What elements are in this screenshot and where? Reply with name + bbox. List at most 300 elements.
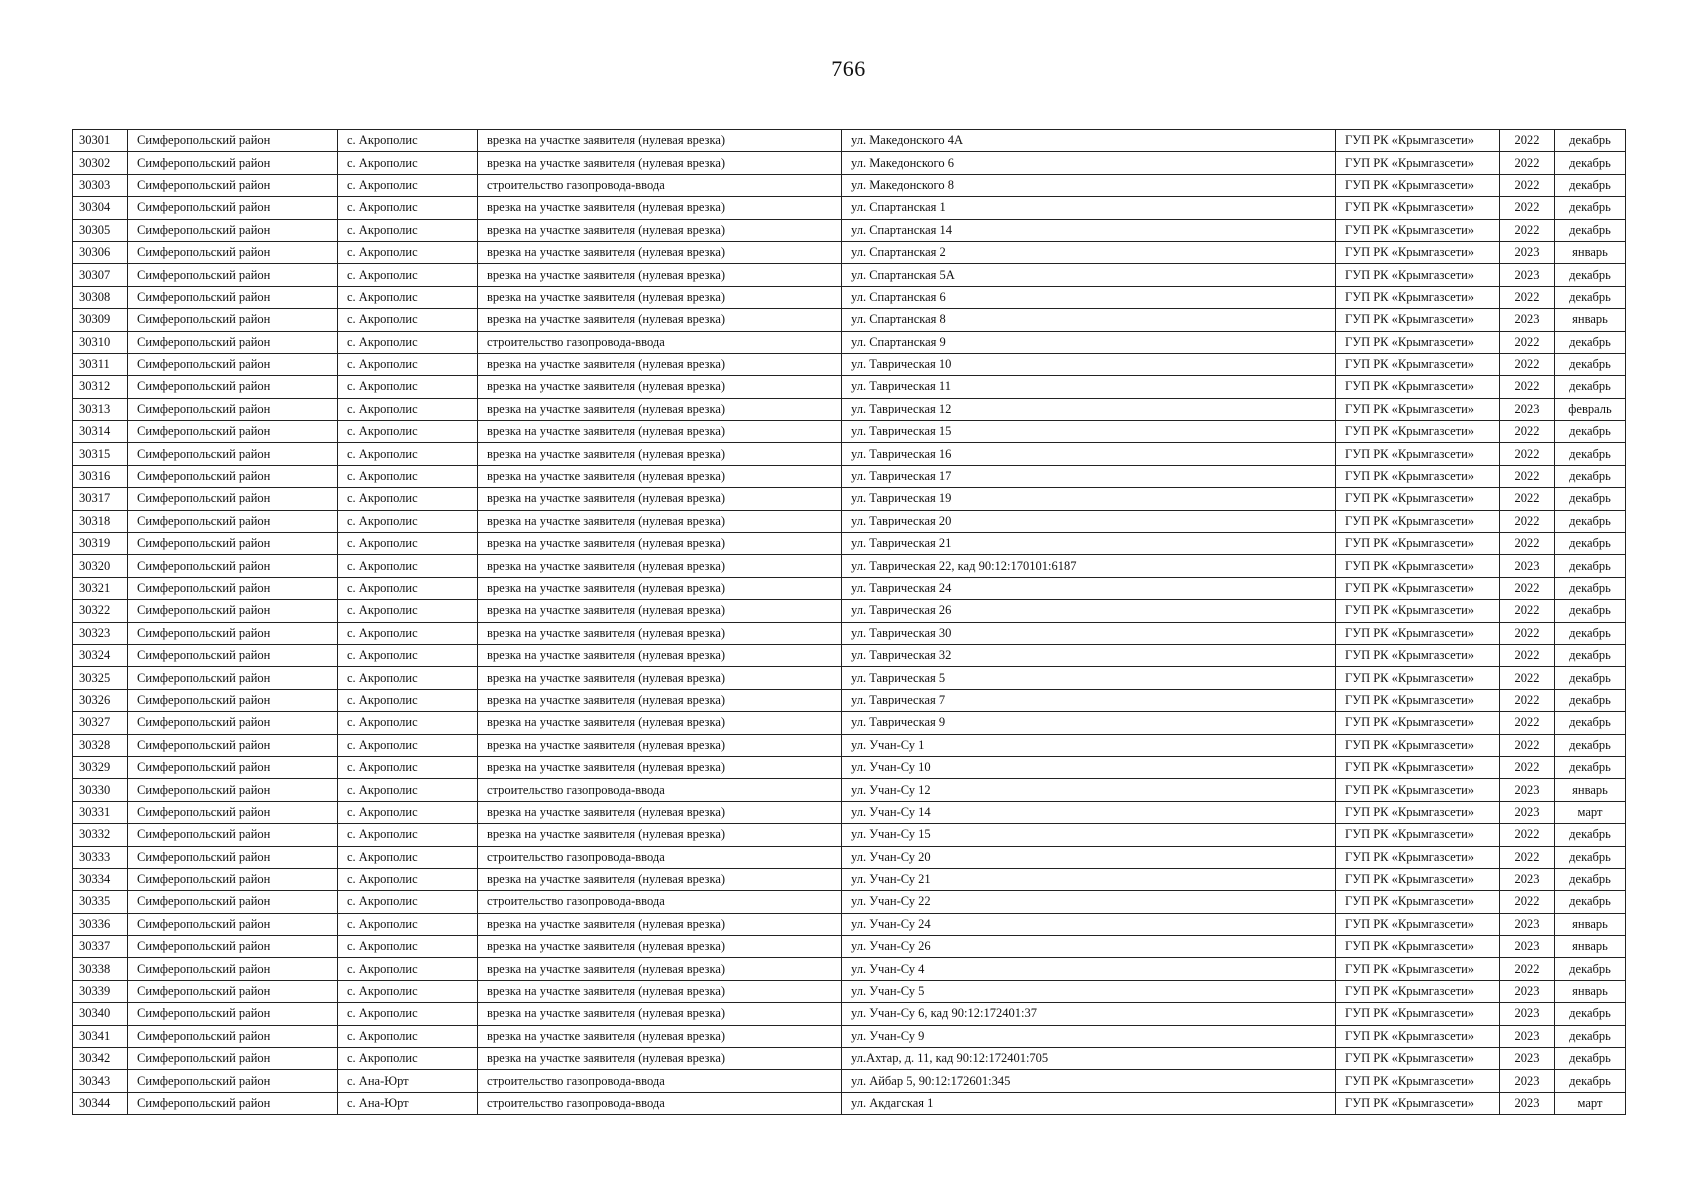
address-cell: ул. Таврическая 26	[842, 600, 1336, 622]
settlement-cell: с. Акрополис	[338, 980, 478, 1002]
work-type-cell: врезка на участке заявителя (нулевая врезка)	[478, 1025, 842, 1047]
organization-cell: ГУП РК «Крымгазсети»	[1336, 555, 1500, 577]
row-number: 30304	[73, 197, 128, 219]
year-cell: 2023	[1500, 779, 1555, 801]
row-number: 30332	[73, 824, 128, 846]
organization-cell: ГУП РК «Крымгазсети»	[1336, 667, 1500, 689]
settlement-cell: с. Акрополис	[338, 801, 478, 823]
district-cell: Симферопольский район	[128, 824, 338, 846]
year-cell: 2022	[1500, 644, 1555, 666]
table-row	[73, 600, 1626, 622]
district-cell: Симферопольский район	[128, 600, 338, 622]
table-row	[73, 779, 1626, 801]
address-cell: ул. Учан-Су 6, кад 90:12:172401:37	[842, 1003, 1336, 1025]
district-cell: Симферопольский район	[128, 756, 338, 778]
organization-cell: ГУП РК «Крымгазсети»	[1336, 980, 1500, 1002]
year-cell: 2022	[1500, 421, 1555, 443]
work-type-cell: врезка на участке заявителя (нулевая врезка)	[478, 734, 842, 756]
settlement-cell: с. Акрополис	[338, 533, 478, 555]
month-cell: январь	[1555, 241, 1626, 263]
work-type-cell: врезка на участке заявителя (нулевая врезка)	[478, 936, 842, 958]
row-number: 30320	[73, 555, 128, 577]
year-cell: 2022	[1500, 331, 1555, 353]
row-number: 30314	[73, 421, 128, 443]
month-cell: март	[1555, 801, 1626, 823]
district-cell: Симферопольский район	[128, 712, 338, 734]
district-cell: Симферопольский район	[128, 465, 338, 487]
organization-cell: ГУП РК «Крымгазсети»	[1336, 376, 1500, 398]
address-cell: ул. Учан-Су 15	[842, 824, 1336, 846]
district-cell: Симферопольский район	[128, 533, 338, 555]
district-cell: Симферопольский район	[128, 376, 338, 398]
address-cell: ул.Ахтар, д. 11, кад 90:12:172401:705	[842, 1048, 1336, 1070]
address-cell: ул. Таврическая 12	[842, 398, 1336, 420]
organization-cell: ГУП РК «Крымгазсети»	[1336, 712, 1500, 734]
work-type-cell: врезка на участке заявителя (нулевая врезка)	[478, 600, 842, 622]
table-row	[73, 667, 1626, 689]
settlement-cell: с. Акрополис	[338, 913, 478, 935]
month-cell: январь	[1555, 936, 1626, 958]
settlement-cell: с. Акрополис	[338, 286, 478, 308]
work-type-cell: врезка на участке заявителя (нулевая врезка)	[478, 376, 842, 398]
table-row	[73, 264, 1626, 286]
table-row	[73, 286, 1626, 308]
month-cell: декабрь	[1555, 600, 1626, 622]
settlement-cell: с. Акрополис	[338, 130, 478, 152]
table-row	[73, 980, 1626, 1002]
district-cell: Симферопольский район	[128, 644, 338, 666]
organization-cell: ГУП РК «Крымгазсети»	[1336, 219, 1500, 241]
work-type-cell: строительство газопровода-ввода	[478, 331, 842, 353]
year-cell: 2022	[1500, 734, 1555, 756]
row-number: 30338	[73, 958, 128, 980]
work-type-cell: врезка на участке заявителя (нулевая врезка)	[478, 309, 842, 331]
settlement-cell: с. Акрополис	[338, 443, 478, 465]
settlement-cell: с. Акрополис	[338, 421, 478, 443]
table-row	[73, 197, 1626, 219]
organization-cell: ГУП РК «Крымгазсети»	[1336, 465, 1500, 487]
year-cell: 2023	[1500, 1025, 1555, 1047]
month-cell: декабрь	[1555, 264, 1626, 286]
work-type-cell: врезка на участке заявителя (нулевая врезка)	[478, 465, 842, 487]
year-cell: 2022	[1500, 152, 1555, 174]
address-cell: ул. Спартанская 1	[842, 197, 1336, 219]
organization-cell: ГУП РК «Крымгазсети»	[1336, 398, 1500, 420]
table-row	[73, 241, 1626, 263]
district-cell: Симферопольский район	[128, 398, 338, 420]
settlement-cell: с. Акрополис	[338, 644, 478, 666]
year-cell: 2022	[1500, 376, 1555, 398]
row-number: 30323	[73, 622, 128, 644]
address-cell: ул. Таврическая 19	[842, 488, 1336, 510]
table-row	[73, 689, 1626, 711]
row-number: 30305	[73, 219, 128, 241]
settlement-cell: с. Акрополис	[338, 353, 478, 375]
address-cell: ул. Спартанская 14	[842, 219, 1336, 241]
row-number: 30303	[73, 174, 128, 196]
address-cell: ул. Спартанская 9	[842, 331, 1336, 353]
table-row	[73, 824, 1626, 846]
organization-cell: ГУП РК «Крымгазсети»	[1336, 622, 1500, 644]
organization-cell: ГУП РК «Крымгазсети»	[1336, 644, 1500, 666]
address-cell: ул. Таврическая 21	[842, 533, 1336, 555]
table-row	[73, 801, 1626, 823]
month-cell: декабрь	[1555, 622, 1626, 644]
district-cell: Симферопольский район	[128, 846, 338, 868]
address-cell: ул. Таврическая 20	[842, 510, 1336, 532]
organization-cell: ГУП РК «Крымгазсети»	[1336, 936, 1500, 958]
table-row	[73, 1070, 1626, 1092]
address-cell: ул. Акдагская 1	[842, 1092, 1336, 1114]
work-type-cell: врезка на участке заявителя (нулевая врезка)	[478, 421, 842, 443]
district-cell: Симферопольский район	[128, 980, 338, 1002]
year-cell: 2022	[1500, 130, 1555, 152]
row-number: 30343	[73, 1070, 128, 1092]
table-row	[73, 1048, 1626, 1070]
settlement-cell: с. Акрополис	[338, 465, 478, 487]
year-cell: 2022	[1500, 622, 1555, 644]
district-cell: Симферопольский район	[128, 353, 338, 375]
district-cell: Симферопольский район	[128, 1048, 338, 1070]
address-cell: ул. Учан-Су 14	[842, 801, 1336, 823]
settlement-cell: с. Акрополис	[338, 174, 478, 196]
work-type-cell: врезка на участке заявителя (нулевая врезка)	[478, 533, 842, 555]
address-cell: ул. Учан-Су 12	[842, 779, 1336, 801]
organization-cell: ГУП РК «Крымгазсети»	[1336, 1070, 1500, 1092]
district-cell: Симферопольский район	[128, 130, 338, 152]
district-cell: Симферопольский район	[128, 152, 338, 174]
table-row	[73, 376, 1626, 398]
month-cell: декабрь	[1555, 846, 1626, 868]
row-number: 30344	[73, 1092, 128, 1114]
table-row	[73, 734, 1626, 756]
month-cell: декабрь	[1555, 667, 1626, 689]
work-type-cell: врезка на участке заявителя (нулевая врезка)	[478, 756, 842, 778]
district-cell: Симферопольский район	[128, 264, 338, 286]
organization-cell: ГУП РК «Крымгазсети»	[1336, 958, 1500, 980]
organization-cell: ГУП РК «Крымгазсети»	[1336, 779, 1500, 801]
organization-cell: ГУП РК «Крымгазсети»	[1336, 488, 1500, 510]
month-cell: декабрь	[1555, 510, 1626, 532]
address-cell: ул. Таврическая 7	[842, 689, 1336, 711]
district-cell: Симферопольский район	[128, 309, 338, 331]
year-cell: 2023	[1500, 980, 1555, 1002]
work-type-cell: строительство газопровода-ввода	[478, 1092, 842, 1114]
district-cell: Симферопольский район	[128, 1003, 338, 1025]
district-cell: Симферопольский район	[128, 421, 338, 443]
work-type-cell: строительство газопровода-ввода	[478, 1070, 842, 1092]
row-number: 30330	[73, 779, 128, 801]
settlement-cell: с. Ана-Юрт	[338, 1092, 478, 1114]
district-cell: Симферопольский район	[128, 936, 338, 958]
month-cell: декабрь	[1555, 734, 1626, 756]
district-cell: Симферопольский район	[128, 443, 338, 465]
district-cell: Симферопольский район	[128, 197, 338, 219]
row-number: 30326	[73, 689, 128, 711]
table-row	[73, 1003, 1626, 1025]
row-number: 30311	[73, 353, 128, 375]
table-row	[73, 488, 1626, 510]
organization-cell: ГУП РК «Крымгазсети»	[1336, 801, 1500, 823]
year-cell: 2023	[1500, 555, 1555, 577]
month-cell: декабрь	[1555, 1070, 1626, 1092]
district-cell: Симферопольский район	[128, 801, 338, 823]
settlement-cell: с. Акрополис	[338, 824, 478, 846]
organization-cell: ГУП РК «Крымгазсети»	[1336, 868, 1500, 890]
settlement-cell: с. Акрополис	[338, 1025, 478, 1047]
district-cell: Симферопольский район	[128, 577, 338, 599]
row-number: 30316	[73, 465, 128, 487]
organization-cell: ГУП РК «Крымгазсети»	[1336, 510, 1500, 532]
month-cell: декабрь	[1555, 488, 1626, 510]
table-row	[73, 622, 1626, 644]
row-number: 30309	[73, 309, 128, 331]
work-type-cell: врезка на участке заявителя (нулевая врезка)	[478, 958, 842, 980]
year-cell: 2022	[1500, 958, 1555, 980]
settlement-cell: с. Акрополис	[338, 622, 478, 644]
table-row	[73, 1092, 1626, 1114]
work-type-cell: врезка на участке заявителя (нулевая врезка)	[478, 555, 842, 577]
settlement-cell: с. Акрополис	[338, 510, 478, 532]
month-cell: февраль	[1555, 398, 1626, 420]
row-number: 30307	[73, 264, 128, 286]
work-type-cell: врезка на участке заявителя (нулевая врезка)	[478, 488, 842, 510]
address-cell: ул. Учан-Су 22	[842, 891, 1336, 913]
work-type-cell: строительство газопровода-ввода	[478, 891, 842, 913]
row-number: 30310	[73, 331, 128, 353]
settlement-cell: с. Ана-Юрт	[338, 1070, 478, 1092]
month-cell: декабрь	[1555, 331, 1626, 353]
organization-cell: ГУП РК «Крымгазсети»	[1336, 689, 1500, 711]
table-row	[73, 353, 1626, 375]
table-row	[73, 510, 1626, 532]
organization-cell: ГУП РК «Крымгазсети»	[1336, 824, 1500, 846]
address-cell: ул. Таврическая 15	[842, 421, 1336, 443]
month-cell: декабрь	[1555, 868, 1626, 890]
month-cell: декабрь	[1555, 891, 1626, 913]
row-number: 30341	[73, 1025, 128, 1047]
organization-cell: ГУП РК «Крымгазсети»	[1336, 286, 1500, 308]
row-number: 30315	[73, 443, 128, 465]
settlement-cell: с. Акрополис	[338, 197, 478, 219]
work-type-cell: врезка на участке заявителя (нулевая врезка)	[478, 644, 842, 666]
year-cell: 2023	[1500, 309, 1555, 331]
settlement-cell: с. Акрополис	[338, 891, 478, 913]
settlement-cell: с. Акрополис	[338, 1048, 478, 1070]
row-number: 30302	[73, 152, 128, 174]
table-row	[73, 846, 1626, 868]
work-type-cell: врезка на участке заявителя (нулевая врезка)	[478, 622, 842, 644]
settlement-cell: с. Акрополис	[338, 779, 478, 801]
row-number: 30335	[73, 891, 128, 913]
district-cell: Симферопольский район	[128, 734, 338, 756]
district-cell: Симферопольский район	[128, 868, 338, 890]
settlement-cell: с. Акрополис	[338, 398, 478, 420]
organization-cell: ГУП РК «Крымгазсети»	[1336, 241, 1500, 263]
work-type-cell: врезка на участке заявителя (нулевая врезка)	[478, 197, 842, 219]
work-type-cell: врезка на участке заявителя (нулевая врезка)	[478, 510, 842, 532]
district-cell: Симферопольский район	[128, 174, 338, 196]
address-cell: ул. Спартанская 6	[842, 286, 1336, 308]
year-cell: 2022	[1500, 286, 1555, 308]
row-number: 30336	[73, 913, 128, 935]
address-cell: ул. Таврическая 17	[842, 465, 1336, 487]
page-number: 766	[831, 56, 866, 81]
year-cell: 2023	[1500, 1003, 1555, 1025]
district-cell: Симферопольский район	[128, 286, 338, 308]
district-cell: Симферопольский район	[128, 689, 338, 711]
settlement-cell: с. Акрополис	[338, 689, 478, 711]
table-row	[73, 1025, 1626, 1047]
organization-cell: ГУП РК «Крымгазсети»	[1336, 174, 1500, 196]
row-number: 30340	[73, 1003, 128, 1025]
month-cell: декабрь	[1555, 465, 1626, 487]
year-cell: 2023	[1500, 241, 1555, 263]
month-cell: декабрь	[1555, 353, 1626, 375]
month-cell: декабрь	[1555, 689, 1626, 711]
settlement-cell: с. Акрополис	[338, 376, 478, 398]
organization-cell: ГУП РК «Крымгазсети»	[1336, 846, 1500, 868]
work-type-cell: врезка на участке заявителя (нулевая врезка)	[478, 577, 842, 599]
district-cell: Симферопольский район	[128, 779, 338, 801]
settlement-cell: с. Акрополис	[338, 734, 478, 756]
work-type-cell: врезка на участке заявителя (нулевая врезка)	[478, 241, 842, 263]
table-row	[73, 174, 1626, 196]
settlement-cell: с. Акрополис	[338, 1003, 478, 1025]
table-row	[73, 712, 1626, 734]
organization-cell: ГУП РК «Крымгазсети»	[1336, 264, 1500, 286]
table-row	[73, 644, 1626, 666]
row-number: 30327	[73, 712, 128, 734]
address-cell: ул. Айбар 5, 90:12:172601:345	[842, 1070, 1336, 1092]
month-cell: декабрь	[1555, 152, 1626, 174]
work-type-cell: врезка на участке заявителя (нулевая врезка)	[478, 286, 842, 308]
row-number: 30308	[73, 286, 128, 308]
settlement-cell: с. Акрополис	[338, 241, 478, 263]
month-cell: декабрь	[1555, 756, 1626, 778]
row-number: 30301	[73, 130, 128, 152]
work-type-cell: врезка на участке заявителя (нулевая врезка)	[478, 801, 842, 823]
month-cell: декабрь	[1555, 421, 1626, 443]
district-cell: Симферопольский район	[128, 331, 338, 353]
settlement-cell: с. Акрополис	[338, 577, 478, 599]
work-type-cell: врезка на участке заявителя (нулевая врезка)	[478, 219, 842, 241]
table-row	[73, 152, 1626, 174]
work-type-cell: врезка на участке заявителя (нулевая врезка)	[478, 980, 842, 1002]
organization-cell: ГУП РК «Крымгазсети»	[1336, 1092, 1500, 1114]
address-cell: ул. Таврическая 11	[842, 376, 1336, 398]
table-row	[73, 533, 1626, 555]
settlement-cell: с. Акрополис	[338, 219, 478, 241]
year-cell: 2022	[1500, 510, 1555, 532]
row-number: 30318	[73, 510, 128, 532]
row-number: 30319	[73, 533, 128, 555]
work-type-cell: врезка на участке заявителя (нулевая врезка)	[478, 130, 842, 152]
organization-cell: ГУП РК «Крымгазсети»	[1336, 600, 1500, 622]
table-row	[73, 443, 1626, 465]
month-cell: декабрь	[1555, 958, 1626, 980]
address-cell: ул. Македонского 8	[842, 174, 1336, 196]
year-cell: 2022	[1500, 533, 1555, 555]
year-cell: 2023	[1500, 801, 1555, 823]
settlement-cell: с. Акрополис	[338, 936, 478, 958]
year-cell: 2022	[1500, 824, 1555, 846]
row-number: 30331	[73, 801, 128, 823]
month-cell: декабрь	[1555, 376, 1626, 398]
table-row	[73, 309, 1626, 331]
month-cell: декабрь	[1555, 130, 1626, 152]
month-cell: март	[1555, 1092, 1626, 1114]
table-row	[73, 555, 1626, 577]
settlement-cell: с. Акрополис	[338, 667, 478, 689]
organization-cell: ГУП РК «Крымгазсети»	[1336, 891, 1500, 913]
district-cell: Симферопольский район	[128, 622, 338, 644]
row-number: 30342	[73, 1048, 128, 1070]
year-cell: 2023	[1500, 868, 1555, 890]
district-cell: Симферопольский район	[128, 488, 338, 510]
organization-cell: ГУП РК «Крымгазсети»	[1336, 331, 1500, 353]
work-type-cell: строительство газопровода-ввода	[478, 846, 842, 868]
month-cell: декабрь	[1555, 712, 1626, 734]
address-cell: ул. Таврическая 9	[842, 712, 1336, 734]
table-row	[73, 219, 1626, 241]
settlement-cell: с. Акрополис	[338, 756, 478, 778]
month-cell: декабрь	[1555, 197, 1626, 219]
organization-cell: ГУП РК «Крымгазсети»	[1336, 756, 1500, 778]
month-cell: декабрь	[1555, 219, 1626, 241]
address-cell: ул. Таврическая 16	[842, 443, 1336, 465]
table-row	[73, 398, 1626, 420]
month-cell: декабрь	[1555, 443, 1626, 465]
table-row	[73, 958, 1626, 980]
settlement-cell: с. Акрополис	[338, 958, 478, 980]
year-cell: 2023	[1500, 398, 1555, 420]
work-type-cell: врезка на участке заявителя (нулевая врезка)	[478, 868, 842, 890]
month-cell: декабрь	[1555, 555, 1626, 577]
month-cell: январь	[1555, 913, 1626, 935]
organization-cell: ГУП РК «Крымгазсети»	[1336, 1003, 1500, 1025]
table-row	[73, 936, 1626, 958]
organization-cell: ГУП РК «Крымгазсети»	[1336, 443, 1500, 465]
settlement-cell: с. Акрополис	[338, 600, 478, 622]
address-cell: ул. Спартанская 8	[842, 309, 1336, 331]
settlement-cell: с. Акрополис	[338, 152, 478, 174]
district-cell: Симферопольский район	[128, 891, 338, 913]
year-cell: 2023	[1500, 1048, 1555, 1070]
month-cell: январь	[1555, 980, 1626, 1002]
month-cell: январь	[1555, 309, 1626, 331]
district-cell: Симферопольский район	[128, 219, 338, 241]
work-type-cell: врезка на участке заявителя (нулевая врезка)	[478, 913, 842, 935]
year-cell: 2023	[1500, 1070, 1555, 1092]
district-cell: Симферопольский район	[128, 1025, 338, 1047]
settlement-cell: с. Акрополис	[338, 309, 478, 331]
address-cell: ул. Таврическая 5	[842, 667, 1336, 689]
district-cell: Симферопольский район	[128, 555, 338, 577]
address-cell: ул. Таврическая 24	[842, 577, 1336, 599]
organization-cell: ГУП РК «Крымгазсети»	[1336, 734, 1500, 756]
month-cell: декабрь	[1555, 533, 1626, 555]
row-number: 30333	[73, 846, 128, 868]
table-row	[73, 868, 1626, 890]
district-cell: Симферопольский район	[128, 958, 338, 980]
address-cell: ул. Учан-Су 24	[842, 913, 1336, 935]
row-number: 30325	[73, 667, 128, 689]
district-cell: Симферопольский район	[128, 1070, 338, 1092]
organization-cell: ГУП РК «Крымгазсети»	[1336, 353, 1500, 375]
work-type-cell: врезка на участке заявителя (нулевая врезка)	[478, 1048, 842, 1070]
year-cell: 2022	[1500, 689, 1555, 711]
